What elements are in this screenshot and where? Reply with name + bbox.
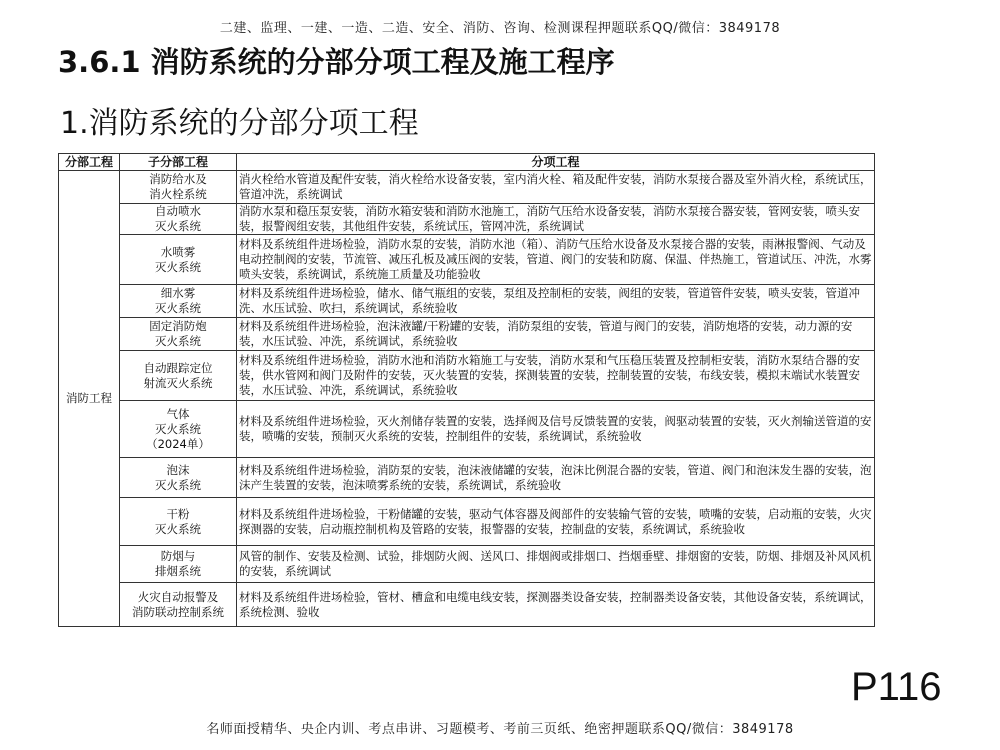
items-cell: 材料及系统组件进场检验，灭火剂储存装置的安装，选择阀及信号反馈装置的安装，阀驱动装置的安装，灭火剂输送管道的安装，喷嘴的安装，预制灭火系统的安装，控制组件的安装，系统调试，系统验收 (237, 401, 875, 458)
sub-title: 1.消防系统的分部分项工程 (60, 106, 419, 141)
sub-project-cell (120, 351, 237, 401)
items-cell: 材料及系统组件进场检验，管材、槽盒和电缆电线安装，探测器类设备安装，控制器类设备安装，其他设备安装，系统调试，系统检测、验收 (237, 583, 875, 627)
sub-project-name: 自动跟踪定位 射流灭火系统 (143, 360, 213, 390)
header-sub-project: 子分部工程 (120, 154, 237, 171)
sub-project-name: 火灾自动报警及 消防联动控制系统 (132, 589, 224, 619)
sub-project-name: 自动喷水 灭火系统 (155, 204, 201, 233)
sub-project-cell (120, 204, 237, 235)
items-cell: 消火栓给水管道及配件安装，消火栓给水设备安装，室内消火栓、箱及配件安装，消防水泵接合器及室外消火栓，系统试压，管道冲洗，系统调试 (237, 171, 875, 204)
sub-project-cell (120, 546, 237, 583)
main-project-cell: 消防工程 (59, 171, 120, 627)
items-cell: 材料及系统组件进场检验，储水、储气瓶组的安装，泵组及控制柜的安装，阀组的安装，管道管件安装，喷头安装，管道冲洗、水压试验、吹扫，系统调试，系统验收 (237, 285, 875, 318)
table-row (59, 498, 875, 546)
page-number: P116 (851, 665, 942, 709)
sub-project-name: 干粉 灭火系统 (155, 506, 201, 536)
sub-project-table (58, 153, 875, 627)
section-title: 3.6.1 消防系统的分部分项工程及施工程序 (58, 45, 615, 79)
sub-project-name: 防烟与 排烟系统 (155, 549, 201, 578)
items-cell: 材料及系统组件进场检验，干粉储罐的安装，驱动气体容器及阀部件的安装输气管的安装，喷嘴的安装，启动瓶的安装，火灾探测器的安装，启动瓶控制机构及管路的安装，报警器的安装，控制盘的安装，系统调试，系统验收 (237, 498, 875, 546)
table-row (59, 204, 875, 235)
sub-project-name: 泡沫 灭火系统 (155, 462, 201, 492)
sub-project-name: 固定消防炮 灭火系统 (149, 319, 207, 348)
sub-project-cell (120, 401, 237, 458)
table-row (59, 458, 875, 498)
items-cell: 消防水泵和稳压泵安装，消防水箱安装和消防水池施工，消防气压给水设备安装，消防水泵接合器安装，管网安装，喷头安装，报警阀组安装，其他组件安装，系统试压，管网冲洗，系统调试 (237, 204, 875, 235)
sub-project-cell (120, 458, 237, 498)
sub-project-cell (120, 171, 237, 204)
items-cell: 风管的制作、安装及检测、试验，排烟防火阀、送风口、排烟阀或排烟口、挡烟垂壁、排烟窗的安装，防烟、排烟及补风风机的安装，系统调试 (237, 546, 875, 583)
header-main-project: 分部工程 (59, 154, 120, 171)
items-cell: 材料及系统组件进场检验，泡沫液罐/干粉罐的安装，消防泵组的安装，管道与阀门的安装，消防炮塔的安装，动力源的安装，水压试验、冲洗，系统调试，系统验收 (237, 318, 875, 351)
table-row (59, 546, 875, 583)
table-row (59, 318, 875, 351)
sub-project-name: 细水雾 灭火系统 (155, 286, 201, 315)
table-row (59, 171, 875, 204)
items-cell: 材料及系统组件进场检验，消防泵的安装，泡沫液储罐的安装，泡沫比例混合器的安装，管道、阀门和泡沫发生器的安装，泡沫产生装置的安装，泡沫喷雾系统的安装，系统调试，系统验收 (237, 458, 875, 498)
sub-project-name: 消防给水及 消火栓系统 (149, 172, 207, 201)
header-watermark: 二建、监理、一建、一造、二造、安全、消防、咨询、检测课程押题联系QQ/微信：3849178 (219, 21, 781, 36)
table-row (59, 583, 875, 627)
table-row (59, 285, 875, 318)
table-row (59, 351, 875, 401)
table-header-row (59, 154, 875, 171)
sub-project-cell (120, 583, 237, 627)
sub-project-name: 气体 灭火系统 （2024单） (146, 406, 210, 451)
header-items: 分项工程 (237, 154, 875, 171)
items-cell: 材料及系统组件进场检验，消防水池和消防水箱施工与安装，消防水泵和气压稳压装置及控制柜安装，消防水泵结合器的安装，供水管网和阀门及附件的安装，灭火装置的安装，探测装置的安装，控制装置的安装，布线安装，模拟末端试水装置安装，水压试验、冲洗，系统调试，系统验收 (237, 351, 875, 401)
sub-project-cell (120, 318, 237, 351)
table-row (59, 235, 875, 285)
sub-project-cell (120, 498, 237, 546)
sub-project-cell (120, 235, 237, 285)
sub-project-name: 水喷雾 灭火系统 (155, 244, 201, 274)
items-cell: 材料及系统组件进场检验，消防水泵的安装，消防水池（箱）、消防气压给水设备及水泵接合器的安装，雨淋报警阀、气动及电动控制阀的安装，节流管、减压孔板及减压阀的安装，管道、阀门的安装和防腐、保温、伴热施工，管道试压、冲洗，水雾喷头安装，系统调试，系统施工质量及功能验收 (237, 235, 875, 285)
footer-watermark: 名师面授精华、央企内训、考点串讲、习题模考、考前三页纸、绝密押题联系QQ/微信：3849178 (206, 722, 794, 737)
sub-project-cell (120, 285, 237, 318)
table-row (59, 401, 875, 458)
